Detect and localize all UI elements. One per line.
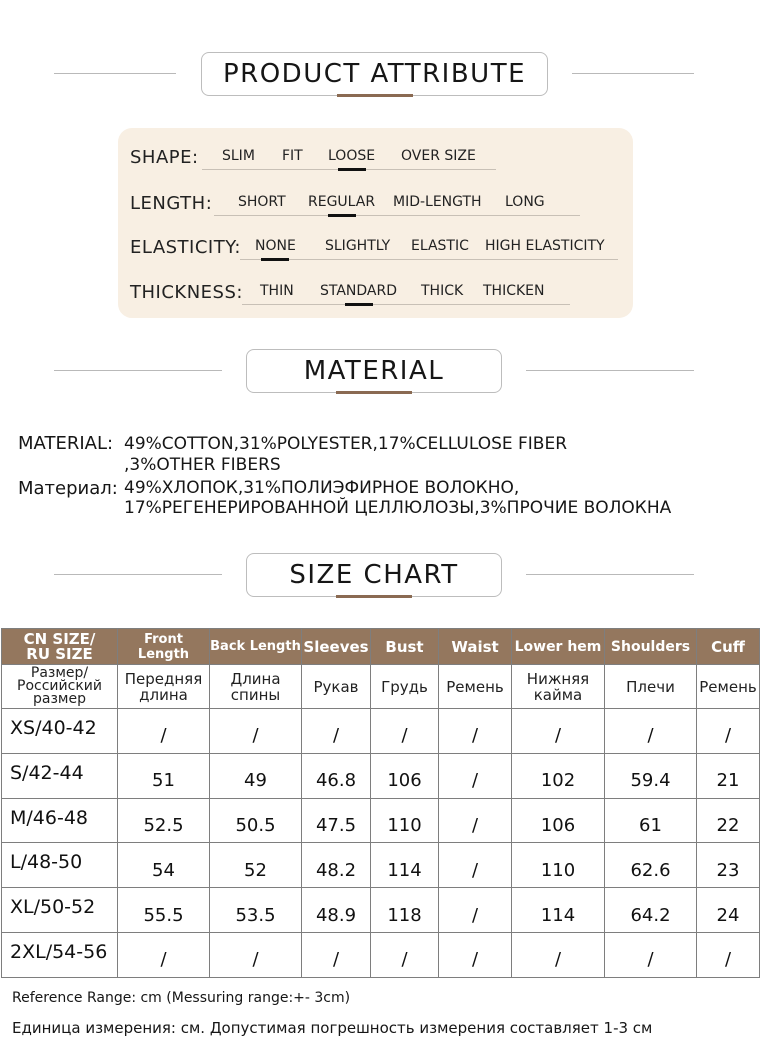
header-size-line2: RU SIZE [26, 644, 93, 663]
header-rule-right [572, 73, 694, 74]
cell: 54 [118, 843, 210, 888]
header-size-ru-line3: размер [33, 691, 86, 707]
table-row [2, 709, 760, 754]
cell: / [439, 798, 512, 843]
attr-option: OVER SIZE [401, 148, 476, 164]
attr-label: ELASTICITY: [130, 237, 241, 258]
header-col-ru: Нижняя кайма [512, 665, 605, 709]
cell: 48.2 [302, 843, 371, 888]
product-attribute-title: PRODUCT ATTRIBUTE [222, 59, 527, 89]
cell: 110 [512, 843, 605, 888]
header-col: Front Length [118, 629, 210, 665]
table-row [2, 888, 760, 933]
cell: / [210, 932, 302, 977]
attr-option-selected: LOOSE [328, 148, 376, 164]
cell: / [512, 709, 605, 754]
attr-label: THICKNESS: [130, 282, 243, 303]
title-accent-bar [336, 595, 412, 598]
cell: / [371, 932, 439, 977]
attr-option: SLIGHTLY [325, 238, 391, 254]
header-col: Waist [439, 629, 512, 665]
attr-option-selected: STANDARD [320, 283, 398, 299]
cell: / [371, 709, 439, 754]
cell: / [118, 932, 210, 977]
cell: 61 [605, 798, 697, 843]
material-ru-label: Материал: [18, 478, 118, 499]
cell: / [302, 709, 371, 754]
header-rule-left [54, 73, 176, 74]
cell: 114 [512, 888, 605, 933]
header-rule-right [526, 370, 694, 371]
header-col-ru: Длина спины [210, 665, 302, 709]
attr-option: ELASTIC [411, 238, 469, 254]
size-chart-title: SIZE CHART [289, 560, 459, 590]
cell: 110 [371, 798, 439, 843]
cell: 47.5 [302, 798, 371, 843]
attr-label: LENGTH: [130, 193, 213, 214]
attr-option: SLIM [222, 148, 255, 164]
cell: / [210, 709, 302, 754]
title-accent-bar [336, 391, 412, 394]
header-size-line1: CN SIZE/ [23, 629, 96, 648]
cell: / [439, 843, 512, 888]
header-col: Sleeves [302, 629, 371, 665]
reference-note-en: Reference Range: cm (Messuring range:+- 3cm) [12, 990, 351, 1006]
cell: / [439, 932, 512, 977]
table-row [2, 798, 760, 843]
attr-option-selected: REGULAR [308, 194, 376, 210]
attr-option: MID-LENGTH [393, 194, 482, 210]
cell: 114 [371, 843, 439, 888]
table-header-ru [2, 665, 760, 709]
product-attribute-header [0, 52, 750, 96]
material-en-label: MATERIAL: [18, 433, 114, 454]
attr-underline [242, 304, 570, 305]
header-col-ru: Плечи [605, 665, 697, 709]
cell: 55.5 [118, 888, 210, 933]
cell: 49 [210, 753, 302, 798]
attr-underline [214, 215, 580, 216]
table-row [2, 753, 760, 798]
header-size-ru [2, 665, 118, 709]
cell: 24 [697, 888, 760, 933]
attr-row-shape [118, 141, 633, 171]
cell: / [605, 709, 697, 754]
cell: 64.2 [605, 888, 697, 933]
cell: / [605, 932, 697, 977]
cell: / [697, 932, 760, 977]
cell: 21 [697, 753, 760, 798]
cell: 102 [512, 753, 605, 798]
material-ru-line1: 49%ХЛОПОК,31%ПОЛИЭФИРНОЕ ВОЛОКНО, [124, 478, 520, 498]
material-title: MATERIAL [303, 356, 445, 386]
cell: 23 [697, 843, 760, 888]
header-size [2, 629, 118, 665]
header-col: Bust [371, 629, 439, 665]
attr-row-thickness [118, 276, 633, 306]
attr-option: FIT [282, 148, 303, 164]
title-accent-bar [337, 94, 413, 97]
row-size: XS/40-42 [2, 709, 118, 754]
header-size-ru-line1: Размер/ [30, 665, 89, 681]
header-rule-left [54, 370, 222, 371]
cell: / [697, 709, 760, 754]
cell: / [439, 888, 512, 933]
cell: 59.4 [605, 753, 697, 798]
cell: 52 [210, 843, 302, 888]
material-en-line2: ,3%OTHER FIBERS [124, 455, 281, 475]
header-col: Cuff [697, 629, 760, 665]
header-col-ru: Грудь [371, 665, 439, 709]
header-col-ru: Передняя длина [118, 665, 210, 709]
attr-label: SHAPE: [130, 147, 199, 168]
cell: 106 [371, 753, 439, 798]
cell: 51 [118, 753, 210, 798]
table-header-en [2, 629, 760, 665]
cell: / [439, 709, 512, 754]
row-size: 2XL/54-56 [2, 932, 118, 977]
attr-option: HIGH ELASTICITY [485, 238, 605, 254]
table-row [2, 843, 760, 888]
attr-option: LONG [505, 194, 545, 210]
cell: / [302, 932, 371, 977]
size-chart-header [0, 553, 750, 597]
cell: 48.9 [302, 888, 371, 933]
cell: 46.8 [302, 753, 371, 798]
header-col: Lower hem [512, 629, 605, 665]
attr-option-selected: NONE [255, 238, 296, 254]
cell: / [439, 753, 512, 798]
header-col-ru: Ремень [697, 665, 760, 709]
attr-option: THICK [421, 283, 464, 299]
header-col: Back Length [210, 629, 302, 665]
attr-option: SHORT [238, 194, 286, 210]
product-attribute-title-box [201, 52, 548, 96]
cell: / [118, 709, 210, 754]
header-size-ru-line2: Российский [17, 678, 102, 694]
header-col: Shoulders [605, 629, 697, 665]
cell: 50.5 [210, 798, 302, 843]
header-rule-left [54, 574, 222, 575]
cell: 118 [371, 888, 439, 933]
material-ru-line2: 17%РЕГЕНЕРИРОВАННОЙ ЦЕЛЛЮЛОЗЫ,3%ПРОЧИЕ ВОЛОКНА [124, 498, 672, 518]
cell: 52.5 [118, 798, 210, 843]
attr-row-elasticity [118, 231, 633, 261]
size-chart-table [1, 628, 760, 978]
attr-row-length [118, 187, 633, 217]
header-rule-right [526, 574, 694, 575]
row-size: L/48-50 [2, 843, 118, 888]
cell: 53.5 [210, 888, 302, 933]
cell: 22 [697, 798, 760, 843]
header-col-ru: Рукав [302, 665, 371, 709]
row-size: XL/50-52 [2, 888, 118, 933]
row-size: M/46-48 [2, 798, 118, 843]
row-size: S/42-44 [2, 753, 118, 798]
cell: 62.6 [605, 843, 697, 888]
size-chart-title-box [246, 553, 502, 597]
table-row [2, 932, 760, 977]
reference-note-ru: Единица измерения: см. Допустимая погрешность измерения составляет 1-3 см [12, 1019, 653, 1037]
material-en-line1: 49%COTTON,31%POLYESTER,17%CELLULOSE FIBER [124, 434, 568, 454]
header-col-ru: Ремень [439, 665, 512, 709]
cell: 106 [512, 798, 605, 843]
material-header [0, 349, 750, 393]
material-title-box [246, 349, 502, 393]
attr-underline [240, 259, 618, 260]
attribute-panel [118, 128, 633, 318]
attr-option: THIN [260, 283, 294, 299]
attr-option: THICKEN [483, 283, 545, 299]
cell: / [512, 932, 605, 977]
